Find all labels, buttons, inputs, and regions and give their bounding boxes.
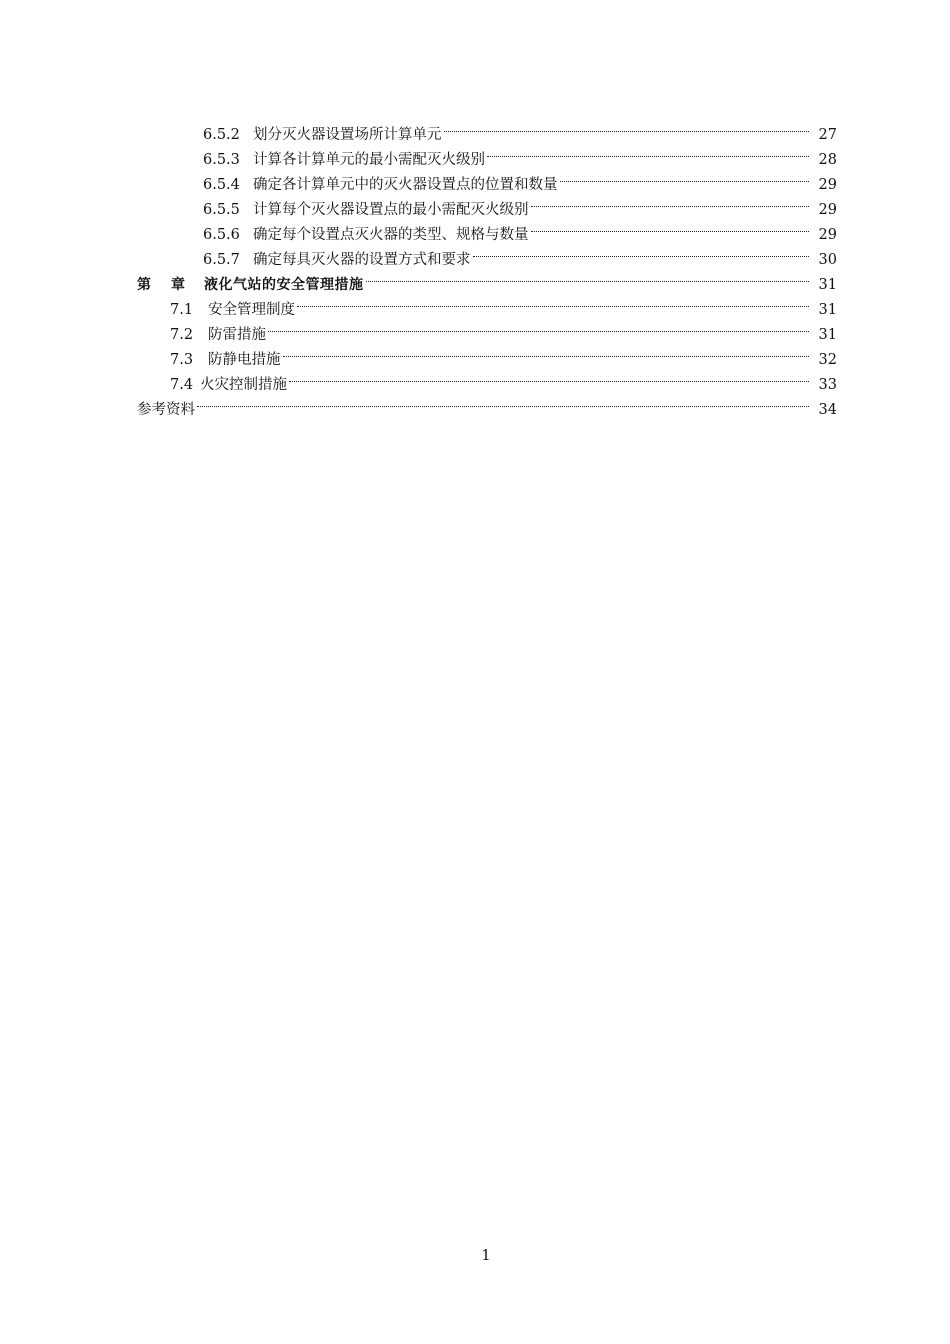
toc-chapter-label-second: 章 xyxy=(171,277,185,293)
toc-entry-page: 29 xyxy=(818,202,837,218)
toc-entry-page: 27 xyxy=(818,127,837,143)
toc-entry-title: 防静电措施 xyxy=(208,352,281,368)
toc-entry[interactable] xyxy=(203,214,837,243)
toc-dot-leader xyxy=(473,239,810,264)
toc-entry-title: 确定每个设置点灭火器的类型、规格与数量 xyxy=(253,227,529,243)
toc-dot-leader xyxy=(197,389,809,414)
toc-dot-leader xyxy=(560,164,810,189)
toc-entry[interactable] xyxy=(203,239,837,268)
toc-entry-title: 安全管理制度 xyxy=(208,302,295,318)
toc-chapter-label-first: 第 xyxy=(137,277,151,293)
toc-entry-page: 31 xyxy=(818,277,837,293)
toc-dot-leader xyxy=(487,139,809,164)
toc-entry[interactable] xyxy=(170,314,837,343)
page-number: 1 xyxy=(481,1248,491,1264)
toc-dot-leader xyxy=(366,264,810,289)
toc-dot-leader xyxy=(283,339,810,364)
toc-dot-leader xyxy=(444,114,810,139)
toc-dot-leader xyxy=(531,214,810,239)
toc-chapter-entry[interactable] xyxy=(137,264,837,293)
toc-dot-leader xyxy=(289,364,809,389)
toc-entry-number: 7.2 xyxy=(170,327,194,343)
toc-entry[interactable] xyxy=(203,139,837,168)
toc-entry-page: 32 xyxy=(818,352,837,368)
toc-chapter-title: 液化气站的安全管理措施 xyxy=(204,277,364,293)
toc-entry[interactable] xyxy=(170,364,837,393)
toc-entry-title: 确定各计算单元中的灭火器设置点的位置和数量 xyxy=(253,177,558,193)
toc-entry-title: 参考资料 xyxy=(137,402,195,418)
toc-entry-title: 防雷措施 xyxy=(208,327,266,343)
toc-entry-number: 6.5.3 xyxy=(203,152,240,168)
toc-entry-page: 30 xyxy=(818,252,837,268)
toc-dot-leader xyxy=(268,314,809,339)
toc-entry-number: 6.5.2 xyxy=(203,127,240,143)
toc-entry[interactable] xyxy=(203,114,837,143)
toc-entry-title: 划分灭火器设置场所计算单元 xyxy=(253,127,442,143)
toc-entry[interactable] xyxy=(170,339,837,368)
toc-entry-title: 计算各计算单元的最小需配灭火级别 xyxy=(253,152,485,168)
toc-dot-leader xyxy=(297,289,809,314)
toc-entry-page: 34 xyxy=(818,402,837,418)
toc-entry-page: 33 xyxy=(818,377,837,393)
toc-entry-page: 31 xyxy=(818,327,837,343)
toc-entry[interactable] xyxy=(203,164,837,193)
toc-entry[interactable] xyxy=(170,289,837,318)
toc-entry[interactable] xyxy=(137,389,837,418)
toc-entry-title: 确定每具灭火器的设置方式和要求 xyxy=(253,252,471,268)
toc-entry-page: 29 xyxy=(818,177,837,193)
toc-entry-number: 7.3 xyxy=(170,352,194,368)
toc-entry-page: 31 xyxy=(818,302,837,318)
toc-entry-page: 29 xyxy=(818,227,837,243)
toc-entry-number: 6.5.5 xyxy=(203,202,240,218)
toc-dot-leader xyxy=(531,189,810,214)
toc-entry-title: 火灾控制措施 xyxy=(200,377,287,393)
toc-entry-number: 6.5.7 xyxy=(203,252,240,268)
toc-entry-number: 7.1 xyxy=(170,302,194,318)
toc-entry-number: 7.4 xyxy=(170,377,194,393)
toc-entry-number: 6.5.4 xyxy=(203,177,240,193)
toc-entry-page: 28 xyxy=(818,152,837,168)
toc-entry[interactable] xyxy=(203,189,837,218)
toc-entry-number: 6.5.6 xyxy=(203,227,240,243)
toc-entry-title: 计算每个灭火器设置点的最小需配灭火级别 xyxy=(253,202,529,218)
